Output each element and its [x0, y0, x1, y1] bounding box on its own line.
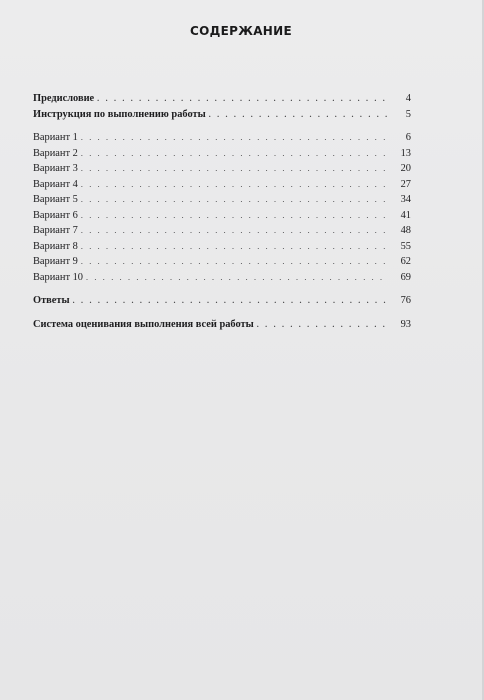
- toc-entry-label: Вариант 7: [33, 225, 78, 236]
- page-title: СОДЕРЖАНИЕ: [190, 24, 292, 38]
- toc-entry-variant-9: [33, 256, 411, 272]
- toc-dot-leader: [81, 211, 387, 220]
- toc-entry-label: Вариант 2: [33, 147, 78, 159]
- toc-dot-leader: [81, 242, 387, 251]
- toc-entry-variant-10: [33, 272, 411, 288]
- toc-entry-answers: [33, 295, 411, 311]
- toc-dot-leader: [81, 164, 387, 173]
- toc-entry-label: Предисловие: [33, 93, 95, 104]
- toc-entry-page: 6: [405, 132, 411, 143]
- toc-entry-page: 76: [400, 295, 411, 306]
- toc-entry-label: Вариант 6: [33, 209, 78, 221]
- toc-entry-page: 34: [400, 194, 411, 205]
- toc-entry-grading-system: [33, 319, 411, 335]
- table-of-contents: [33, 93, 411, 334]
- toc-dot-leader: [86, 273, 387, 282]
- toc-entry-page: 62: [400, 256, 411, 267]
- toc-entry-variant-4: [33, 179, 411, 195]
- toc-entry-label: Вариант 1: [33, 132, 78, 143]
- toc-entry-page: 48: [400, 225, 411, 236]
- toc-entry-variant-8: [33, 241, 411, 257]
- toc-entry-label: Система оценивания выполнения всей работы: [33, 318, 254, 330]
- toc-entry-instructions: [33, 109, 411, 125]
- toc-entry-page: 4: [405, 93, 411, 104]
- toc-entry-page: 41: [400, 209, 411, 221]
- toc-entry-label: Вариант 5: [33, 194, 78, 205]
- toc-entry-page: 27: [400, 178, 411, 190]
- toc-entry-variant-5: [33, 194, 411, 210]
- toc-entry-page: 13: [400, 147, 411, 159]
- toc-entry-variant-2: [33, 148, 411, 164]
- toc-dot-leader: [81, 180, 387, 189]
- toc-entry-variant-1: [33, 132, 411, 148]
- toc-entry-page: 69: [400, 271, 411, 283]
- toc-entry-label: Вариант 8: [33, 240, 78, 252]
- toc-entry-variant-7: [33, 225, 411, 241]
- toc-dot-leader: [81, 226, 387, 235]
- toc-entry-page: 20: [400, 163, 411, 174]
- toc-entry-page: 5: [405, 108, 411, 120]
- toc-dot-leader: [97, 94, 387, 103]
- toc-entry-label: Инструкция по выполнению работы: [33, 108, 206, 120]
- toc-entry-page: 55: [400, 240, 411, 252]
- toc-entry-variant-6: [33, 210, 411, 226]
- toc-entry-label: Ответы: [33, 295, 70, 306]
- toc-dot-leader: [209, 110, 387, 119]
- toc-dot-leader: [81, 195, 387, 204]
- toc-entry-page: 93: [400, 318, 411, 330]
- toc-entry-label: Вариант 3: [33, 163, 78, 174]
- toc-entry-label: Вариант 10: [33, 271, 83, 283]
- toc-entry-variant-3: [33, 163, 411, 179]
- toc-dot-leader: [81, 257, 387, 266]
- toc-entry-preface: [33, 93, 411, 109]
- toc-entry-label: Вариант 9: [33, 256, 78, 267]
- toc-dot-leader: [73, 296, 387, 305]
- toc-dot-leader: [81, 149, 387, 158]
- toc-entry-label: Вариант 4: [33, 178, 78, 190]
- toc-dot-leader: [257, 320, 387, 329]
- toc-dot-leader: [81, 133, 387, 142]
